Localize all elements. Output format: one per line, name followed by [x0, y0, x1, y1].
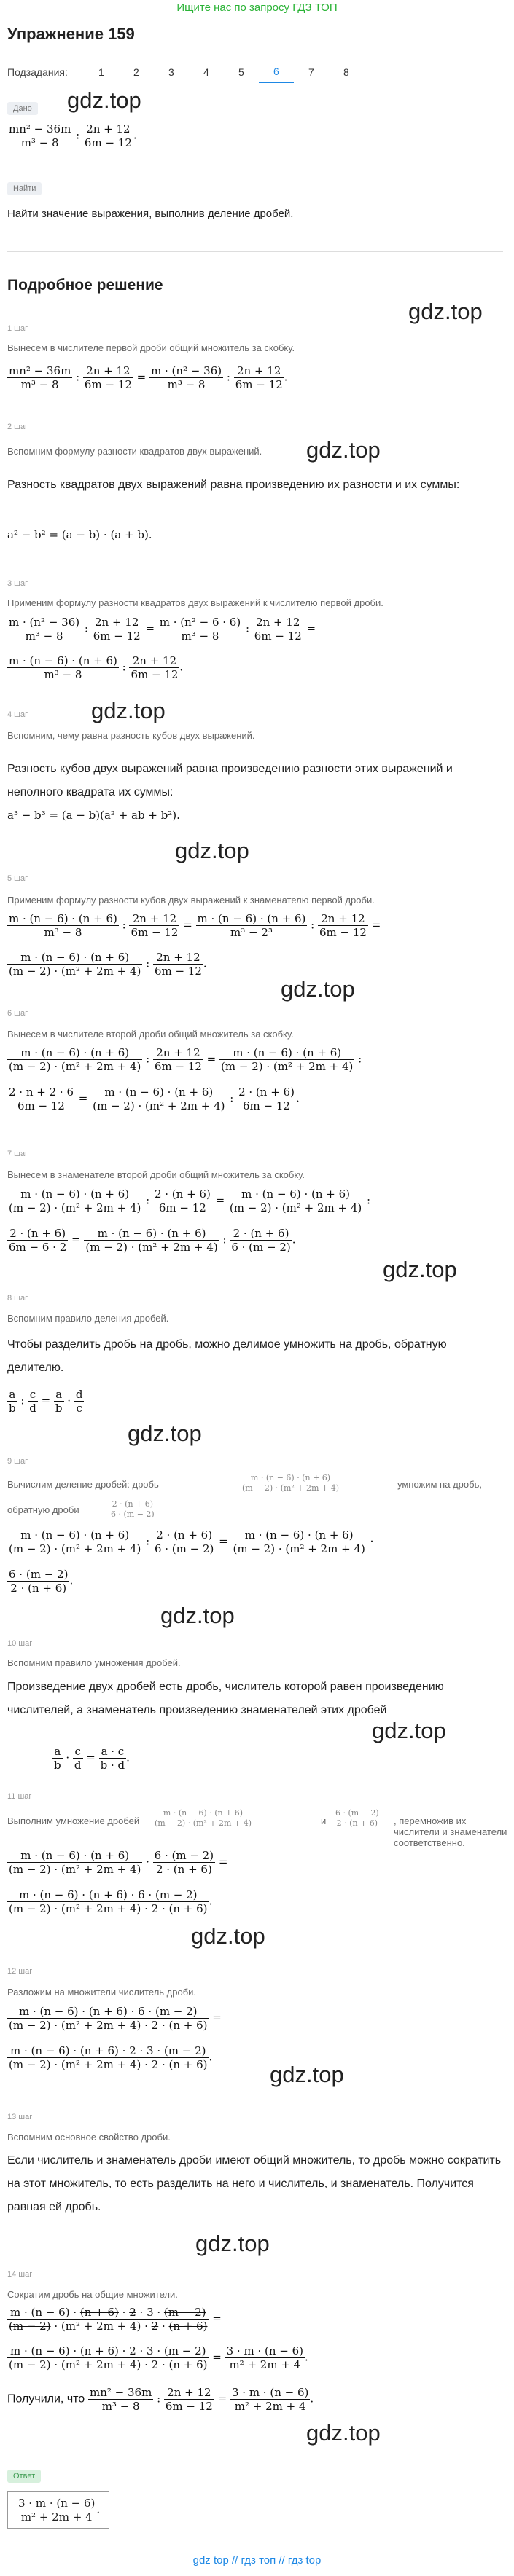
- step-text: Применим формулу разности квадратов двух выражений к числителю первой дроби.: [7, 597, 383, 608]
- step-body: Чтобы разделить дробь на дробь, можно делимое умножить на дробь, обратную делителю.: [7, 1338, 447, 1374]
- step-text: Сократим дробь на общие множители.: [7, 2289, 178, 2300]
- subtask-tab-4[interactable]: 4: [203, 66, 209, 78]
- step-text: обратную дроби: [7, 1504, 79, 1515]
- watermark: gdz.top: [175, 838, 249, 863]
- step-formula: $\frac{m \cdot (n - 6) \cdot (n + 6)}{\text{(m − 2) · (m² + 2m + 4)}}$ : $\frac{2n + 12}{6m - 12}$ = $\frac{m \cdot (n - 6) \cdot (n + 6)}{\text{(m − 2) · (m² + 2m + 4)}}$ :: [9, 1046, 362, 1073]
- step-formula: $\frac{m \cdot (n - 6) \cdot (n + 6)}{\text{m³ − 8}}$ : $\frac{2n + 12}{6m - 12}$ .: [9, 654, 184, 681]
- step-text: Вспомним формулу разности квадратов двух выражений.: [7, 446, 262, 457]
- subtasks-label: Подзадания:: [7, 66, 68, 78]
- page-title: Упражнение 159: [7, 25, 135, 43]
- step-formula: $\frac{6 \cdot (m - 2)}{2 \cdot (n + 6)}$ .: [9, 1568, 74, 1595]
- step-body: Произведение двух дробей есть дробь, числитель которой равен произведению числителей, а знаменатель произведению знаменателей этих дробей: [7, 1681, 444, 1716]
- step-formula: $\frac{\text{m · (n² − 36)}}{\text{m³ − 8}}$ : $\frac{2n + 12}{6m - 12}$ = $\frac{\text{m · (n² − 6 · 6)}}{\text{m³ − 8}}$ : $\frac{2n + 12}{6m - 12}$ =: [9, 616, 316, 643]
- step-text: Вынесем в числителе второй дроби общий множитель за скобку.: [7, 1029, 294, 1040]
- watermark: gdz.top: [408, 299, 483, 324]
- solution-heading: Подробное решение: [7, 277, 163, 294]
- step-label: 11 шаг: [7, 1792, 32, 1801]
- step-formula: $\frac{m \cdot (n - 6) \cdot (n + 6) \cdot 2 \cdot 3 \cdot (m - 2)}{\text{(m − 2) · (m² + 2m + 4) · 2 · (n + 6)}}$ =: [9, 2306, 222, 2333]
- step-label: 4 шаг: [7, 710, 28, 719]
- step-formula: a³ − b³ = (a − b)(a² + ab + b²).: [7, 809, 180, 822]
- step-text: Вспомним правило умножения дробей.: [7, 1657, 181, 1668]
- step-label: 5 шаг: [7, 874, 28, 883]
- step-formula: $\frac{2 \cdot (n + 6)}{6m - 6 \cdot 2}$ = $\frac{m \cdot (n - 6) \cdot (n + 6)}{\text{(m − 2) · (m² + 2m + 4)}}$ : $\frac{2 \cdot (n + 6)}{6 \cdot (m - 2)}$ .: [9, 1227, 296, 1254]
- find-label: Найти: [7, 182, 42, 195]
- bottom-links[interactable]: gdz top // гдз топ // гдз top: [192, 2554, 322, 2567]
- watermark: gdz.top: [270, 2062, 344, 2087]
- step-formula: $\frac{m \cdot (n - 6) \cdot (n + 6) \cdot 6 \cdot (m - 2)}{\text{(m − 2) · (m² + 2m + 4) · 2 · (n + 6)}}$ .: [9, 1888, 213, 1915]
- step-formula: $\frac{m \cdot (n - 6) \cdot (n + 6)}{\text{(m − 2) · (m² + 2m + 4)}}$ : $\frac{2 \cdot (n + 6)}{6 \cdot (m - 2)}$ = $\frac{m \cdot (n - 6) \cdot (n + 6)}{\text{(m − 2) · (m² + 2m + 4)}}$ ·: [9, 1528, 374, 1555]
- step-text: Вспомним основное свойство дроби.: [7, 2132, 171, 2143]
- step-text: Вычислим деление дробей: дробь: [7, 1479, 159, 1490]
- step-text: умножим на дробь,: [397, 1479, 482, 1490]
- step-body: Разность кубов двух выражений равна произведению разности этих выражений и неполного квадрата их суммы:: [7, 763, 453, 798]
- step-label: 6 шаг: [7, 1009, 28, 1018]
- step-formula: $\frac{a}{b}$ : $\frac{c}{d}$ = $\frac{a}{b}$ · $\frac{d}{c}$: [9, 1388, 83, 1415]
- step-inline-formula: $\frac{2 \cdot (n + 6)}{6 \cdot (m - 2)}$: [111, 1499, 155, 1519]
- answer-box: $\frac{3 \cdot m \cdot (n - 6)}{\text{m² + 2m + 4}}$ .: [7, 2491, 109, 2529]
- watermark: gdz.top: [91, 698, 166, 723]
- step-label: 8 шаг: [7, 1294, 28, 1303]
- step-label: 13 шаг: [7, 2113, 33, 2121]
- watermark: gdz.top: [306, 2420, 381, 2446]
- step-body: Разность квадратов двух выражений равна произведению их разности и их суммы:: [7, 479, 460, 491]
- step-formula: $\frac{m \cdot (n - 6) \cdot (n + 6) \cdot 6 \cdot (m - 2)}{\text{(m − 2) · (m² + 2m + 4) · 2 · (n + 6)}}$ =: [9, 2005, 222, 2032]
- watermark: gdz.top: [128, 1421, 202, 1446]
- subtask-tab-2[interactable]: 2: [133, 66, 139, 78]
- step-label: 10 шаг: [7, 1639, 33, 1648]
- step-formula: $\frac{m \cdot (n - 6) \cdot (n + 6)}{\text{(m − 2) · (m² + 2m + 4)}}$ : $\frac{2n + 12}{6m - 12}$ .: [9, 951, 207, 978]
- step-text: Вынесем в числителе первой дроби общий множитель за скобку.: [7, 342, 295, 353]
- find-text: Найти значение выражения, выполнив деление дробей.: [7, 208, 294, 220]
- step-inline-formula: $\frac{m \cdot (n - 6) \cdot (n + 6)}{\text{(m − 2) · (m² + 2m + 4)}}$: [155, 1808, 252, 1828]
- step-text: Вынесем в знаменателе второй дроби общий множитель за скобку.: [7, 1169, 305, 1180]
- subtasks-nav: [7, 61, 364, 83]
- step-text: и: [321, 1815, 327, 1826]
- step-result-text: Получили, что: [7, 2392, 85, 2406]
- watermark: gdz.top: [160, 1603, 235, 1628]
- step-label: 14 шаг: [7, 2270, 33, 2279]
- step-formula: $\frac{a}{b}$ · $\frac{c}{d}$ = $\frac{a \cdot c}{b \cdot d}$ .: [54, 1745, 130, 1772]
- step-formula: $\frac{m \cdot (n - 6) \cdot (n + 6)}{\text{(m − 2) · (m² + 2m + 4)}}$ · $\frac{6 \cdot (m - 2)}{2 \cdot (n + 6)}$ =: [9, 1849, 228, 1876]
- step-text: , перемножив их числители и знаменатели соответственно.: [394, 1815, 507, 1848]
- watermark: gdz.top: [191, 1923, 265, 1949]
- watermark: gdz.top: [281, 976, 355, 1002]
- step-text: Вспомним правило деления дробей.: [7, 1313, 169, 1324]
- subtask-tab-1[interactable]: 1: [98, 66, 104, 78]
- watermark: gdz.top: [372, 1718, 446, 1743]
- subtask-tab-7[interactable]: 7: [308, 66, 314, 78]
- watermark: gdz.top: [67, 87, 141, 113]
- answer-label: Ответ: [7, 2470, 41, 2483]
- watermark: gdz.top: [195, 2231, 270, 2256]
- step-text: Выполним умножение дробей: [7, 1815, 140, 1826]
- step-formula: $\frac{m \cdot (n - 6) \cdot (n + 6) \cdot 2 \cdot 3 \cdot (m - 2)}{\text{(m − 2) · (m² + 2m + 4) · 2 · (n + 6)}}$ = $\frac{3 \cdot m \cdot (n - 6)}{\text{m² + 2m + 4}}$ .: [9, 2344, 308, 2371]
- step-label: 9 шаг: [7, 1457, 28, 1466]
- step-formula: Получили, что $\frac{\text{mn² − 36m}}{\text{m³ − 8}}$ : $\frac{2n + 12}{6m - 12}$ = $\frac{3 \cdot m \cdot (n - 6)}{\text{m² + 2m + 4}}$ .: [7, 2386, 314, 2413]
- step-label: 3 шаг: [7, 579, 28, 588]
- watermark: gdz.top: [383, 1257, 457, 1282]
- subtask-tab-8[interactable]: 8: [343, 66, 349, 78]
- step-formula: a² − b² = (a − b) · (a + b).: [7, 528, 152, 541]
- step-formula: $\frac{m \cdot (n - 6) \cdot (n + 6)}{\text{m³ − 8}}$ : $\frac{2n + 12}{6m - 12}$ = $\frac{m \cdot (n - 6) \cdot (n + 6)}{\text{m³ − 2³}}$ : $\frac{2n + 12}{6m - 12}$ =: [9, 912, 381, 939]
- subtask-tab-3[interactable]: 3: [168, 66, 174, 78]
- step-label: 12 шаг: [7, 1967, 33, 1976]
- step-formula: $\frac{\text{mn² − 36m}}{\text{m³ − 8}}$ : $\frac{2n + 12}{6m - 12}$ = $\frac{\text{m · (n² − 36)}}{\text{m³ − 8}}$ : $\frac{2n + 12}{6m - 12}$ .: [9, 364, 288, 391]
- step-text: Разложим на множители числитель дроби.: [7, 1987, 197, 1998]
- step-label: 7 шаг: [7, 1150, 28, 1158]
- subtask-tab-5[interactable]: 5: [238, 66, 244, 78]
- step-formula: $\frac{m \cdot (n - 6) \cdot (n + 6)}{\text{(m − 2) · (m² + 2m + 4)}}$ : $\frac{2 \cdot (n + 6)}{6m - 12}$ = $\frac{m \cdot (n - 6) \cdot (n + 6)}{\text{(m − 2) · (m² + 2m + 4)}}$ :: [9, 1187, 371, 1214]
- step-formula: $\frac{m \cdot (n - 6) \cdot (n + 6) \cdot 2 \cdot 3 \cdot (m - 2)}{\text{(m − 2) · (m² + 2m + 4) · 2 · (n + 6)}}$ .: [9, 2044, 213, 2071]
- step-text: Применим формулу разности кубов двух выражений к знаменателю первой дроби.: [7, 895, 375, 906]
- step-inline-formula: $\frac{m \cdot (n - 6) \cdot (n + 6)}{\text{(m − 2) · (m² + 2m + 4)}}$: [242, 1473, 339, 1493]
- step-inline-formula: $\frac{6 \cdot (m - 2)}{2 \cdot (n + 6)}$: [335, 1808, 379, 1828]
- step-text: Вспомним, чему равна разность кубов двух выражений.: [7, 730, 255, 741]
- subtask-tab-6[interactable]: 6: [259, 61, 294, 83]
- divider: [7, 251, 503, 252]
- given-label: Дано: [7, 102, 38, 115]
- step-label: 2 шаг: [7, 423, 28, 431]
- top-search-link[interactable]: Ищите нас по запросу ГДЗ ТОП: [176, 1, 338, 14]
- watermark: gdz.top: [306, 437, 381, 463]
- step-body: Если числитель и знаменатель дроби имеют общий множитель, то дробь можно сократить на этот множитель, то есть разделить на него и числитель, и знаменатель. Получится равная ей дробь.: [7, 2154, 502, 2213]
- step-formula: $\frac{2 \cdot n + 2 \cdot 6}{6m - 12}$ = $\frac{m \cdot (n - 6) \cdot (n + 6)}{\text{(m − 2) · (m² + 2m + 4)}}$ : $\frac{2 \cdot (n + 6)}{6m - 12}$ .: [9, 1085, 300, 1112]
- step-label: 1 шаг: [7, 324, 28, 333]
- given-expression: $\frac{\text{mn² − 36m}}{\text{m³ − 8}}$ : $\frac{2n + 12}{6m - 12}$ .: [9, 122, 137, 149]
